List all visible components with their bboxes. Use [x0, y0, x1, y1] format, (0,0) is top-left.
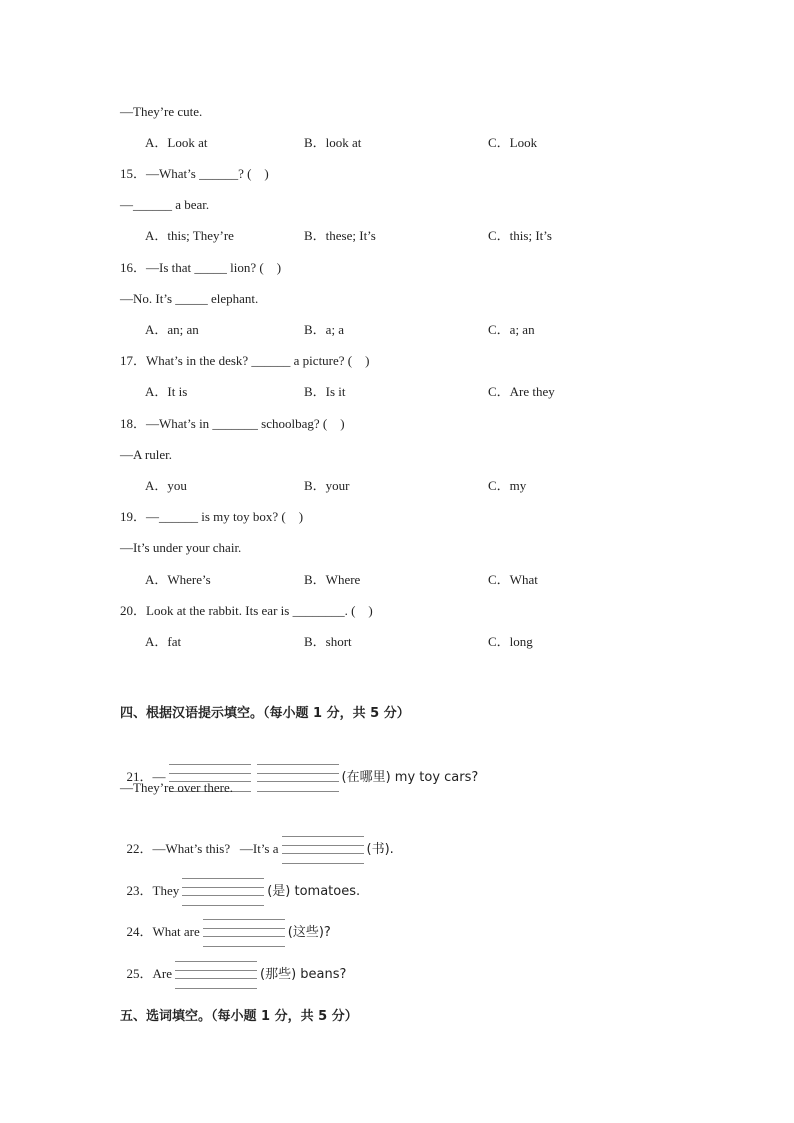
section4-title: 四、根据汉语提示填空。（每小题 1 分，共 5 分） — [120, 706, 410, 721]
q25-line — [120, 935, 346, 989]
q23-suffix: (是) tomatoes. — [267, 884, 361, 899]
q20-option-b: B．short — [304, 634, 352, 649]
q14-option-b: B．look at — [304, 135, 362, 150]
q16-option-c: C．a; an — [488, 322, 535, 337]
q18-reply: —A ruler. — [120, 447, 172, 462]
q19-option-c: C．What — [488, 572, 538, 587]
q20-option-c: C．long — [488, 634, 533, 649]
q19-option-b: B．Where — [304, 572, 361, 587]
q21-blank-2[interactable] — [257, 764, 339, 792]
q14-reply: —They’re cute. — [120, 104, 203, 119]
q25-blank[interactable] — [175, 961, 257, 989]
q23-prefix: 23．They — [126, 883, 180, 898]
q16-option-a: A．an; an — [145, 322, 199, 337]
q19-stem: 19．—______ is my toy box? ( ) — [120, 509, 304, 524]
q14-option-a: A．Look at — [145, 135, 208, 150]
q15-stem: 15．—What’s ______? ( ) — [120, 166, 269, 181]
q16-option-b: B．a; a — [304, 322, 345, 337]
q14-option-c: C．Look — [488, 135, 538, 150]
q20-stem: 20．Look at the rabbit. Its ear is ________. ( ) — [120, 603, 373, 618]
q16-stem: 16．—Is that _____ lion? ( ) — [120, 260, 282, 275]
q22-suffix: (书). — [366, 842, 394, 857]
q21-prefix: 21．— — [126, 769, 166, 784]
q24-prefix: 24．What are — [126, 924, 200, 939]
q19-reply: —It’s under your chair. — [120, 540, 242, 555]
q15-option-a: A．this; They’re — [145, 228, 234, 243]
q18-option-c: C．my — [488, 478, 527, 493]
q17-stem: 17．What’s in the desk? ______ a picture? ( ) — [120, 353, 370, 368]
q16-reply: —No. It’s _____ elephant. — [120, 291, 259, 306]
q22-prefix: 22．—What’s this? —It’s a — [126, 841, 279, 856]
q17-option-a: A．It is — [145, 384, 188, 399]
q18-option-a: A．you — [145, 478, 187, 493]
q18-stem: 18．—What’s in _______ schoolbag? ( ) — [120, 416, 345, 431]
q21-reply: —They’re over there. — [120, 780, 233, 795]
q24-suffix: (这些)? — [287, 925, 331, 940]
q25-prefix: 25．Are — [126, 966, 172, 981]
q20-option-a: A．fat — [145, 634, 182, 649]
section5-title: 五、选词填空。（每小题 1 分，共 5 分） — [120, 1009, 358, 1024]
q17-option-b: B．Is it — [304, 384, 346, 399]
q15-reply: —______ a bear. — [120, 197, 210, 212]
q17-option-c: C．Are they — [488, 384, 555, 399]
q15-option-c: C．this; It’s — [488, 228, 552, 243]
q21-suffix: (在哪里) my toy cars? — [341, 770, 479, 785]
q25-suffix: (那些) beans? — [260, 967, 347, 982]
q18-option-b: B．your — [304, 478, 350, 493]
q19-option-a: A．Where’s — [145, 572, 211, 587]
q15-option-b: B．these; It’s — [304, 228, 376, 243]
